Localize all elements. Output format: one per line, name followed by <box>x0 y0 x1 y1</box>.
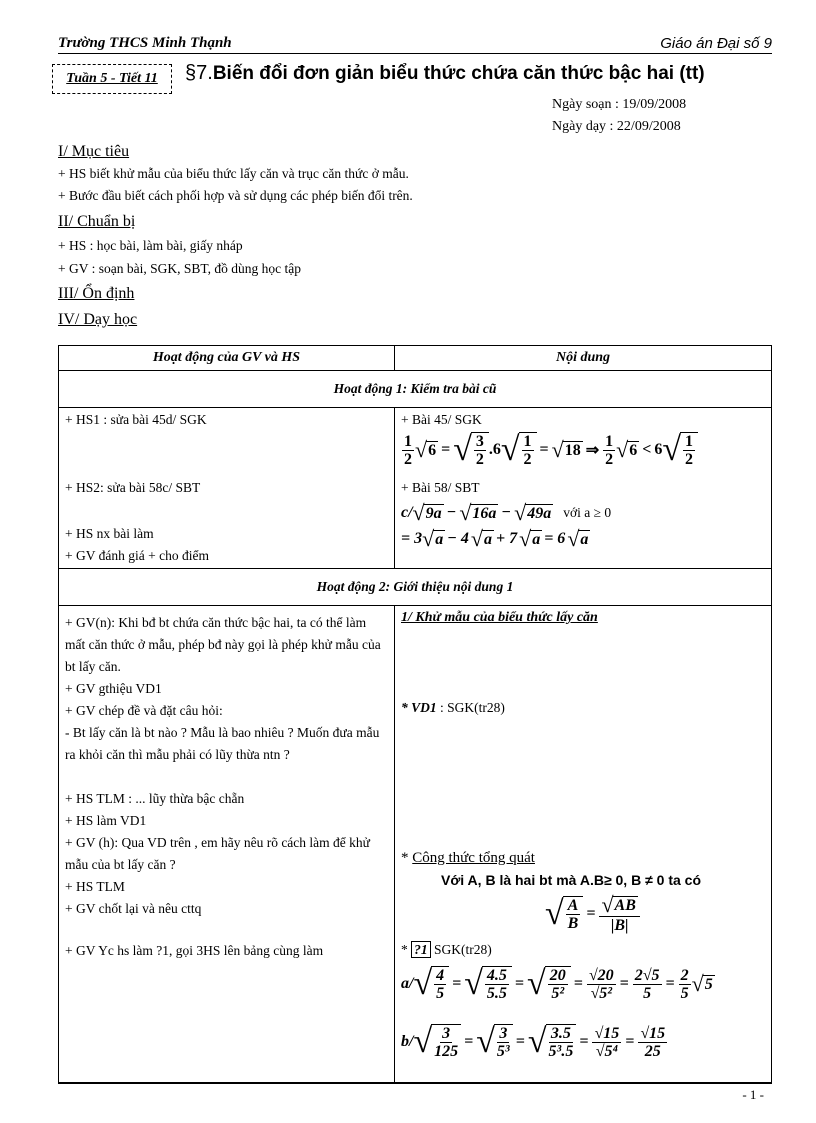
ex58-formula-1: c/ √ 9a − √ 16a − √ 49a với a ≥ 0 <box>401 500 612 525</box>
general-formula-label: Công thức tổng quát <box>412 850 535 866</box>
gv-grade-line: + GV đánh giá + cho điểm <box>65 548 209 563</box>
dates-block <box>552 94 686 138</box>
hs-do-vd1: + HS làm VD1 <box>65 813 147 828</box>
general-formula-line: * Công thức tổng quát <box>401 850 535 866</box>
preparation-item: + GV : soạn bài, SGK, SBT, đồ dùng học tập <box>58 261 301 276</box>
stability-heading: III/ Ổn định <box>58 285 135 302</box>
sections <box>58 141 772 333</box>
activity-1-right <box>395 408 772 569</box>
hs1-line: + HS1 : sửa bài 45d/ SGK <box>65 412 207 427</box>
col-header-right: Nội dung <box>395 346 772 371</box>
header-rule <box>58 53 772 54</box>
lesson-title <box>185 62 705 85</box>
activity-2-right <box>395 606 772 1083</box>
ex58-label: + Bài 58/ SBT <box>401 480 480 495</box>
ex58-condition: với a ≥ 0 <box>563 505 612 520</box>
date-prepared: Ngày soạn : 19/09/2008 <box>552 97 687 112</box>
gv-question: - Bt lấy căn là bt nào ? Mẫu là bao nhiêu ? Muốn đưa mẫu ra khỏi căn thì mẫu phải có lũy thừa ntn ? <box>65 725 380 762</box>
week-period-box: Tuần 5 - Tiết 11 <box>52 64 172 94</box>
page-number: - 1 - <box>742 1087 764 1102</box>
hs2-line: + HS2: sửa bài 58c/ SBT <box>65 480 201 495</box>
hs-answer: + HS TLM : ... lũy thừa bậc chẵn <box>65 791 245 806</box>
ex58-formula-2: = 3 √ a − 4 √ a + 7 √ a = 6 √ a <box>401 526 589 551</box>
preparation-heading: II/ Chuẩn bị <box>58 213 136 230</box>
gv-conclude: + GV chốt lại và nêu cttq <box>65 901 202 916</box>
col-header-left: Hoạt động của GV và HS <box>59 346 395 371</box>
activity-2-heading: Hoạt động 2: Giới thiệu nội dung 1 <box>59 569 772 606</box>
hs-review-line: + HS nx bài làm <box>65 526 154 541</box>
activity-2-left <box>59 606 395 1083</box>
vd1-label: * VD1 <box>401 700 437 715</box>
subject-name: Giáo án Đại số 9 <box>660 35 772 52</box>
vd1-line <box>401 700 505 716</box>
date-taught: Ngày dạy : 22/09/2008 <box>552 119 681 134</box>
objective-item: + Bước đầu biết cách phối hợp và sử dụng các phép biến đổi trên. <box>58 188 413 203</box>
objectives-heading: I/ Mục tiêu <box>58 143 130 160</box>
gv-ask: + GV chép đề và đặt câu hỏi: <box>65 703 223 718</box>
objective-item: + HS biết khử mẫu của biểu thức lấy căn và trục căn thức ở mẫu. <box>58 166 409 181</box>
lesson-table <box>58 345 772 1083</box>
q1-text: SGK(tr28) <box>430 942 492 957</box>
ex45-formula: $\frac{1}{2}$ √ 6 = √ $\frac{3}{2}$ .6 √ $\frac{1}{2}$ = √ 18 ⇒ $\frac{1}{2}$ √ 6 < 6 √ $\frac{1}{2}$ <box>401 432 698 468</box>
gv-ask-method: + GV (h): Qua VD trên , em hãy nêu rõ cách làm để khử mẫu của bt lấy căn ? <box>65 835 370 872</box>
vd1-text: : SGK(tr28) <box>436 700 505 715</box>
gv-assign: + GV Yc hs làm ?1, gọi 3HS lên bảng cùng làm <box>65 943 324 958</box>
gv-note: + GV(n): Khi bđ bt chứa căn thức bậc hai, ta có thể làm mất căn thức ở mẫu, phép bđ này gọi là phép khử mẫu của bt lấy căn. <box>65 615 381 674</box>
school-name: Trường THCS Minh Thạnh <box>58 35 232 51</box>
ex45-label: + Bài 45/ SGK <box>401 412 482 427</box>
q1-box: ?1 <box>411 941 431 958</box>
footer-rule <box>58 1083 772 1084</box>
title-text: Biến đổi đơn giản biểu thức chứa căn thức bậc hai (tt) <box>212 63 705 84</box>
teaching-heading: IV/ Dạy học <box>58 311 138 328</box>
part1-heading: 1/ Khử mẫu của biểu thức lấy căn <box>401 610 598 625</box>
section-symbol: §7. <box>185 62 213 84</box>
activity-1-heading: Hoạt động 1: Kiểm tra bài cũ <box>59 371 772 408</box>
q1-line: * ?1 SGK(tr28) <box>401 942 492 957</box>
q1a-formula: a/ √ $\frac{4}{5}$ = √ $\frac{4.5}{5.5}$ = √ $\frac{20}{\text{5²}}$ = $\frac{√20}{\text{√5²}}$ = $\frac{2√5}{5}$ = $\frac{2}{5}$ √ 5 <box>401 965 713 1002</box>
q1b-formula: b/ √ $\frac{3}{125}$ = √ $\frac{3}{\text{5³}}$ = √ $\frac{3.5}{\text{5³.5}}$ = $\frac{√15}{\text{√5⁴}}$ = $\frac{√15}{25}$ <box>401 1023 666 1060</box>
hs-tlm: + HS TLM <box>65 879 125 894</box>
preparation-item: + HS : học bài, làm bài, giấy nháp <box>58 238 243 253</box>
gv-intro-vd1: + GV gthiệu VD1 <box>65 681 162 696</box>
general-formula: √ $\frac{A}{B}$ = √ AB |B| <box>545 894 641 934</box>
general-formula-text: Với A, B là hai bt mà A.B≥ 0, B ≠ 0 ta có <box>441 872 702 888</box>
activity-1-left <box>59 408 395 569</box>
